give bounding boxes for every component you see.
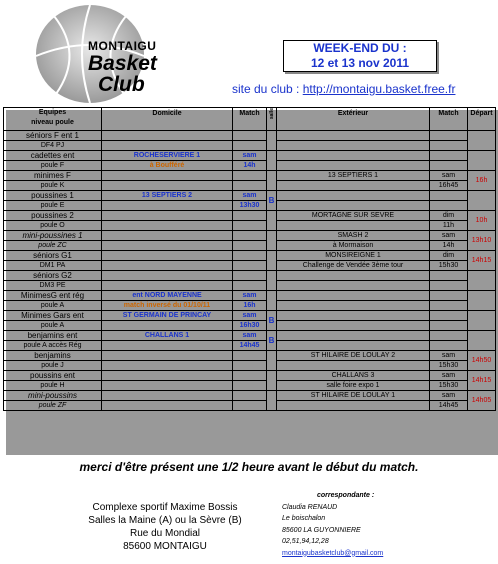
table-row-sub [4,261,496,271]
away-match-time: 11h [430,221,468,231]
team-name: poussines 2 [4,211,102,221]
away-match-time: 14h45 [430,401,468,411]
table-row-sub [4,361,496,371]
correspondant-email[interactable]: montaigubasketclub@gmail.com [282,549,384,557]
away-detail [277,321,430,331]
home-match-time: 13h30 [233,201,267,211]
table-row [4,231,496,241]
table-row [4,151,496,161]
table-row [4,171,496,181]
home-opponent: 13 SEPTIERS 2 [102,191,233,201]
away-detail [277,181,430,191]
team-poule: poule E [4,201,102,211]
home-detail [102,201,233,211]
home-match-time [233,241,267,251]
departure-time: 10h [468,211,496,231]
table-row [4,391,496,401]
venue-line: Rue du Mondial [129,528,201,539]
team-poule: DM1 PA [4,261,102,271]
header-domicile: Domicile [102,108,233,131]
away-match-time: 15h30 [430,261,468,271]
site-label: site du club : [232,82,303,96]
team-poule: poule J [4,361,102,371]
table-row-sub [4,341,496,351]
home-match-day [233,371,267,381]
table-row-sub [4,381,496,391]
salle-code [267,131,277,151]
away-match-day: dim [430,211,468,221]
departure-time: 14h50 [468,351,496,371]
weekend-dates: 12 et 13 nov 2011 [310,56,410,70]
team-name: séniors G2 [4,271,102,281]
team-name: séniors F ent 1 [4,131,102,141]
salle-code [267,231,277,251]
away-opponent [277,271,430,281]
header-row [4,108,496,131]
departure-time [468,311,496,331]
home-detail: match inversé du 01/10/11 [102,301,233,311]
away-match-day: sam [430,371,468,381]
team-name: poussins ent [4,371,102,381]
away-opponent: 13 SEPTIERS 1 [277,171,430,181]
table-row-sub [4,141,496,151]
away-match-time [430,141,468,151]
team-poule: DF4 PJ [4,141,102,151]
venue-line: 85600 MONTAIGU [123,541,207,552]
home-detail [102,361,233,371]
away-detail: Challenge de Vendée 3ème tour [277,261,430,271]
home-match-day [233,211,267,221]
home-match-day [233,271,267,281]
away-detail [277,301,430,311]
away-match-time: 15h30 [430,381,468,391]
home-detail [102,321,233,331]
home-detail [102,401,233,411]
weekend-title: WEEK-END DU : [313,41,407,55]
home-match-day [233,231,267,241]
away-detail: salle foire expo 1 [277,381,430,391]
away-detail [277,341,430,351]
away-detail [277,401,430,411]
away-match-time [430,301,468,311]
home-detail [102,381,233,391]
site-link[interactable]: http://montaigu.basket.free.fr [302,82,456,96]
away-detail [277,141,430,151]
departure-time: 14h15 [468,251,496,271]
team-name: benjamins [4,351,102,361]
team-name: minimes F [4,171,102,181]
schedule-table [3,107,496,411]
home-opponent [102,171,233,181]
away-match-time [430,321,468,331]
away-match-time: 15h30 [430,361,468,371]
salle-code: B [267,311,277,331]
team-name: benjamins ent [4,331,102,341]
departure-time [468,191,496,211]
home-opponent: ST GERMAIN DE PRINCAY [102,311,233,321]
home-match-time [233,221,267,231]
correspondant-title: correspondante : [317,492,375,499]
header-match: Match [233,108,267,131]
salle-code [267,271,277,291]
away-match-day [430,291,468,301]
away-detail [277,221,430,231]
away-opponent [277,331,430,341]
salle-code [267,251,277,271]
away-match-day: sam [430,391,468,401]
home-detail [102,261,233,271]
home-opponent: CHALLANS 1 [102,331,233,341]
home-match-day: sam [233,291,267,301]
table-row [4,271,496,281]
table-row-sub [4,401,496,411]
home-match-day [233,131,267,141]
away-opponent [277,291,430,301]
departure-time [468,331,496,351]
team-name: MinimesG ent rég [4,291,102,301]
club-logo [24,4,194,104]
table-row-sub [4,221,496,231]
home-match-time [233,281,267,291]
departure-time: 16h [468,171,496,191]
home-match-time [233,181,267,191]
weekend-box [283,40,437,72]
away-match-time [430,161,468,171]
table-row [4,351,496,361]
home-match-time [233,361,267,371]
team-poule: poule K [4,181,102,191]
home-match-time: 14h45 [233,341,267,351]
team-poule: poule O [4,221,102,231]
home-opponent [102,131,233,141]
departure-time [468,151,496,171]
away-match-day [430,191,468,201]
departure-time: 14h05 [468,391,496,411]
away-opponent [277,311,430,321]
away-match-time [430,341,468,351]
away-match-day [430,331,468,341]
salle-code [267,171,277,191]
departure-time: 14h15 [468,371,496,391]
team-poule: DM3 PE [4,281,102,291]
away-match-day [430,271,468,281]
home-match-day [233,351,267,361]
table-row [4,371,496,381]
arrival-notice: merci d'être présent une 1/2 heure avant le début du match. [79,460,419,474]
table-row [4,211,496,221]
venue-address [60,501,270,553]
home-opponent [102,391,233,401]
team-poule: poule H [4,381,102,391]
correspondant-block [282,490,383,559]
away-detail [277,361,430,371]
away-opponent [277,151,430,161]
home-opponent [102,251,233,261]
home-detail [102,241,233,251]
salle-code [267,351,277,371]
home-match-time: 14h [233,161,267,171]
away-match-day [430,311,468,321]
salle-code [267,211,277,231]
departure-time [468,131,496,151]
table-row-sub [4,281,496,291]
table-row [4,251,496,261]
departure-time [468,271,496,291]
away-match-day: sam [430,171,468,181]
home-match-time [233,141,267,151]
team-name: Minimes Gars ent [4,311,102,321]
home-opponent [102,271,233,281]
table-row-sub [4,241,496,251]
team-name: mini-poussines 1 [4,231,102,241]
home-detail: à Boufféré [102,161,233,171]
header-exterieur: Extérieur [277,108,430,131]
away-detail [277,201,430,211]
home-detail [102,341,233,351]
header-depart: Départ [468,108,496,131]
logo-line-1: MONTAIGU [88,39,157,53]
team-name: séniors G1 [4,251,102,261]
home-opponent [102,371,233,381]
away-match-day: sam [430,231,468,241]
away-match-day [430,151,468,161]
correspondant-place: Le boischalon [282,515,326,522]
away-opponent: ST HILAIRE DE LOULAY 2 [277,351,430,361]
correspondant-city: 85600 LA GUYONNIERE [282,526,361,534]
away-match-day: sam [430,351,468,361]
away-detail [277,281,430,291]
team-name: mini-poussins [4,391,102,401]
home-match-day: sam [233,151,267,161]
header-match-ext: Match [430,108,468,131]
home-detail [102,221,233,231]
departure-time: 13h10 [468,231,496,251]
salle-code [267,151,277,171]
away-match-time [430,201,468,211]
table-row-sub [4,321,496,331]
logo-line-2: Basket [88,52,157,75]
home-opponent [102,351,233,361]
home-opponent: ent NORD MAYENNE [102,291,233,301]
departure-time [468,291,496,311]
home-match-day [233,391,267,401]
away-match-time: 14h [430,241,468,251]
away-opponent [277,191,430,201]
team-poule: poule A accès Rég [4,341,102,351]
home-opponent [102,231,233,241]
table-row [4,311,496,321]
home-match-time [233,401,267,411]
venue-line: Complexe sportif Maxime Bossis [92,502,238,513]
away-opponent [277,131,430,141]
away-match-day [430,131,468,141]
correspondant-name: Claudia RENAUD [282,503,338,511]
correspondant-phone: 02,51,94,12,28 [282,538,329,545]
team-name: cadettes ent [4,151,102,161]
home-match-day [233,251,267,261]
home-match-day: sam [233,311,267,321]
away-detail [277,161,430,171]
away-opponent: MORTAGNE SUR SEVRE [277,211,430,221]
table-row [4,131,496,141]
logo-line-3: Club [98,73,145,96]
away-opponent: MONSIREIGNE 1 [277,251,430,261]
home-detail [102,281,233,291]
header-salle: salle [267,108,277,131]
away-opponent: SMASH 2 [277,231,430,241]
team-poule: poule A [4,301,102,311]
home-match-day [233,171,267,181]
header-equipes: Equipes niveau poule [4,108,102,131]
home-match-day: sam [233,191,267,201]
home-match-time [233,381,267,391]
away-opponent: ST HILAIRE DE LOULAY 1 [277,391,430,401]
table-row [4,291,496,301]
table-row-sub [4,201,496,211]
salle-code [267,391,277,411]
table-row-sub [4,161,496,171]
home-match-day: sam [233,331,267,341]
salle-code: B [267,191,277,211]
table-row-sub [4,181,496,191]
away-detail: à Mormaison [277,241,430,251]
table-row-sub [4,301,496,311]
home-detail [102,141,233,151]
team-poule: poule A [4,321,102,331]
home-detail [102,181,233,191]
home-match-time [233,261,267,271]
club-site [232,82,455,96]
salle-code [267,371,277,391]
team-poule: poule F [4,161,102,171]
team-poule: poule ZC [4,241,102,251]
salle-code: B [267,331,277,351]
home-opponent [102,211,233,221]
away-match-time [430,281,468,291]
venue-line: Salles la Maine (A) ou la Sèvre (B) [88,515,242,526]
home-match-time: 16h [233,301,267,311]
team-name: poussines 1 [4,191,102,201]
away-opponent: CHALLANS 3 [277,371,430,381]
away-match-day: dim [430,251,468,261]
table-row [4,331,496,341]
salle-code [267,291,277,311]
team-poule: poule ZF [4,401,102,411]
away-match-time: 16h45 [430,181,468,191]
home-match-time: 16h30 [233,321,267,331]
home-opponent: ROCHESERVIERE 1 [102,151,233,161]
table-row [4,191,496,201]
